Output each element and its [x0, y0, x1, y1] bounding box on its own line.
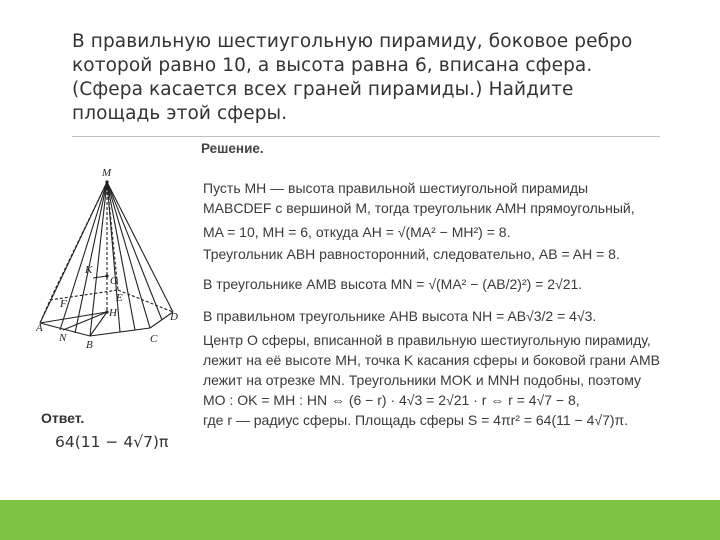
- label-H: H: [109, 307, 117, 319]
- label-O: O: [110, 275, 118, 287]
- solution-line: MA = 10, MH = 6, откуда AH = √(MA² − MH²) = 8.: [203, 224, 511, 240]
- solution-line: В треугольнике AMB высота MN = √(MA² − (AB/2)²) = 2√21.: [203, 276, 583, 292]
- problem-line: которой равно 10, а высота равна 6, вписана сфера.: [72, 55, 593, 76]
- solution-line: Треугольник ABH равносторонний, следовательно, AB = AH = 8.: [203, 246, 620, 262]
- label-B: B: [86, 339, 93, 350]
- label-M: M: [102, 167, 112, 179]
- label-E: E: [116, 292, 123, 304]
- divider: [72, 136, 660, 137]
- problem-statement: [72, 30, 662, 126]
- label-D: D: [170, 311, 178, 323]
- answer-label: Ответ.: [41, 410, 85, 426]
- label-K: K: [85, 264, 93, 276]
- answer-expression: 64(11 − 4√7)π: [55, 433, 169, 451]
- footer-bar: [0, 500, 720, 540]
- problem-line: В правильную шестиугольную пирамиду, боковое ребро: [72, 31, 633, 52]
- problem-line: (Сфера касается всех граней пирамиды.) Найдите: [72, 79, 574, 100]
- label-C: C: [150, 333, 158, 345]
- solution-line: лежит на отрезке MN. Треугольники MOK и MNH подобны, поэтому: [203, 372, 641, 388]
- label-F: F: [60, 298, 67, 310]
- solution-line: MABCDEF с вершиной M, тогда треугольник AMH прямоугольный,: [203, 200, 635, 216]
- label-N: N: [59, 332, 67, 344]
- pyramid-figure: [30, 160, 190, 350]
- solution-line: Пусть MH — высота правильной шестиугольной пирамиды: [203, 180, 589, 196]
- solution-line: лежит на её высоте MH, точка K касания сферы и боковой грани AMB: [203, 352, 661, 368]
- solution-line: В правильном треугольнике AHB высота NH = AB√3/2 = 4√3.: [203, 308, 597, 324]
- label-A: A: [36, 322, 43, 334]
- solution-line: MO : OK = MH : HN ⇔ (6 − r) · 4√3 = 2√21 · r ⇔ r = 4√7 − 8,: [203, 392, 580, 408]
- solution-line: Центр O сферы, вписанной в правильную шестиугольную пирамиду,: [203, 332, 651, 348]
- problem-line: площадь этой сферы.: [72, 103, 288, 124]
- solution-heading: Решение.: [201, 141, 264, 156]
- solution-line: где r — радиус сферы. Площадь сферы S = 4πr² = 64(11 − 4√7)π.: [203, 412, 629, 428]
